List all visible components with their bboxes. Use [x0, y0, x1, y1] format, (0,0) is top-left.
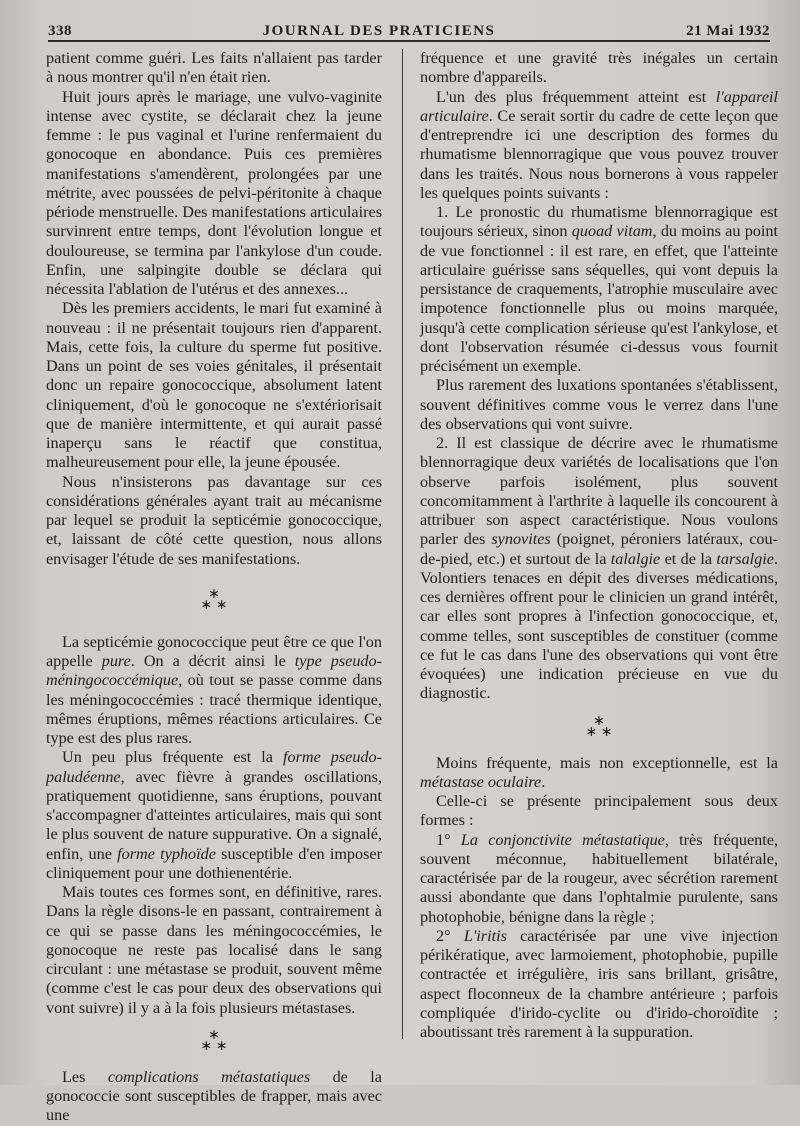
italic-term: pure	[101, 652, 131, 670]
paragraph	[420, 203, 778, 376]
text-run: 1. Le pronostic du rhumatisme blennorragique est toujours sérieux, sinon	[420, 203, 778, 241]
paragraph	[46, 88, 382, 300]
text-run: Mais toutes ces formes sont, en définitive, rares. Dans la règle disons-le en passant, contrairement à ce qui se passe dans les méningococcémies, le gonocoque ne reste pas localisé dans le sang circulant : une métastase se produit, souvent même (comme c'est le cas pour deux des observations qui vont suivre) il y a à la fois plusieurs métastases.	[46, 883, 382, 1017]
text-run: et de la	[660, 549, 717, 568]
text-run: susceptible d'en imposer cliniquement pour une dothienentérie.	[46, 844, 382, 882]
paragraph	[420, 927, 778, 1043]
paragraph	[420, 434, 778, 704]
section-asterism: ∗ ∗ ∗	[200, 1027, 228, 1054]
paragraph	[420, 831, 778, 927]
paragraph	[46, 49, 382, 88]
text-run: 2. Il est classique de décrire avec le rhumatisme blennorragique deux variétés de localisations que l'on observe parfois isolément, plus souvent concomitamment à l'arthrite à laquelle ils concourent à attribuer son aspect caractéristique. Nous voulons parler des	[420, 434, 778, 549]
text-run: La septicémie gonococcique peut être ce que l'on appelle	[46, 632, 382, 670]
paragraph	[420, 792, 778, 831]
paragraph	[420, 49, 778, 88]
left-text-column	[46, 49, 383, 1125]
running-header	[48, 14, 770, 42]
paragraph	[46, 633, 382, 749]
text-run: Dès les premiers accidents, le mari fut examiné à nouveau : il ne présentait toujours rien d'apparent. Mais, cette fois, la culture du sperme fut positive. Dans un point de ses voies génitales, il présentait donc un repaire gonococcique, absolument latent cliniquement, d'où le gonocoque ne s'extériorisait que de manière intermittente, et qui aurait passé inaperçu sans le réactif que constitua, malheureusement pour elle, la jeune épousée.	[46, 299, 382, 472]
page-number: 338	[48, 23, 72, 39]
paragraph	[420, 88, 778, 204]
italic-term: type pseudo-méningococcémique	[46, 652, 382, 690]
journal-title: JOURNAL DES PRATICIENS	[262, 23, 496, 39]
text-run: . On a décrit ainsi le	[130, 652, 295, 670]
text-run: patient comme guéri. Les faits n'allaient pas tarder à nous montrer qu'il n'en était rien.	[46, 49, 382, 87]
text-run: .	[541, 772, 546, 791]
text-run: 1°	[436, 830, 461, 849]
italic-term: tarsalgie	[716, 549, 774, 568]
paragraph	[46, 748, 382, 883]
text-run: Plus rarement des luxations spontanées s'établissent, souvent définitives comme vous le verrez dans l'une des observations qui vont suivre.	[420, 376, 778, 433]
text-run: Celle-ci se présente principalement sous deux formes :	[420, 792, 778, 830]
paragraph	[420, 754, 778, 793]
paragraph	[46, 883, 382, 1018]
italic-term: quoad vitam	[571, 222, 653, 241]
text-run: Huit jours après le mariage, une vulvo-vaginite intense avec cystite, se déclarait chez la jeune femme : le pus vaginal et l'urine renfermaient du gonocoque en abondance. Puis ces premières manifestations s'amendèrent, prolongées par une métrite, avec poussées de pelvi-péritonite à chaque période menstruelle. Des manifestations articulaires survinrent entre temps, dont l'évolution longue et douloureuse, se termina par l'ankylose d'un coude. Enfin, une salpingite double se déclara qui nécessita l'ablation de l'utérus et des annexes...	[46, 87, 382, 298]
section-asterism: ∗ ∗ ∗	[585, 713, 613, 740]
text-run: fréquence et une gravité très inégales un certain nombre d'appareils.	[420, 49, 778, 87]
italic-term: forme typhoïde	[117, 844, 216, 863]
text-run: Nous n'insisterons pas davantage sur ces considérations générales ayant trait au mécanisme par lequel se produit la septicémie gonococcique, et, laissant de côté cette question, nous allons envisager l'étude de ses manifestations.	[46, 472, 382, 568]
text-run: . Volontiers tenaces en dépit des diverses médications, ces dernières offrent pour le clinicien un grand intérêt, car elles sont propres à l'infection gonococcique, et, comme telles, sont susceptibles de constituer (comme ce fut le cas dans l'une des observations qui vont être évoquées) une indication précieuse en vue du diagnostic.	[420, 549, 778, 703]
text-run: . Ce serait sortir du cadre de cette leçon que d'entreprendre ici une description des formes du rhumatisme blennorragique que vous pouvez trouver dans les traités. Nous nous bornerons à vous rappeler les quelques points suivants :	[420, 106, 778, 202]
text-run: 2°	[436, 926, 464, 945]
italic-term: talalgie	[610, 549, 661, 568]
text-run: Un peu plus fréquente est la	[62, 748, 283, 767]
text-run: , du moins au point de vue fonctionnel : il est rare, en effet, que l'atteinte articulaire guérisse sans séquelles, qui vont depuis la persistance de craquements, l'atrophie musculaire avec impotence fonctionnelle plus ou moins marquée, jusqu'à cette complication sérieuse qu'est l'ankylose, et dont l'observation résumée ci-dessus vous fournit précisément un exemple.	[420, 222, 778, 375]
paragraph	[46, 299, 382, 472]
italic-term: forme pseudo-paludéenne	[46, 748, 383, 786]
paragraph	[46, 473, 382, 569]
text-run: L'un des plus fréquemment atteint est	[436, 87, 716, 106]
text-run: de la gonococcie sont susceptibles de frapper, mais avec une	[46, 1067, 382, 1125]
italic-term: La conjonctivite métastatique	[460, 830, 665, 849]
text-run: , où tout se passe comme dans les méningococcémies : tracé thermique identique, mêmes éruptions, mêmes réactions articulaires. Ce type est des plus rares.	[46, 671, 382, 747]
section-asterism: ∗ ∗ ∗	[200, 586, 228, 613]
text-run: Moins fréquente, mais non exceptionnelle, est la	[436, 753, 778, 772]
italic-term: L'iritis	[463, 926, 507, 945]
text-run: caractérisée par une vive injection périkératique, avec larmoiement, photophobie, pupille contractée et irrégulière, iris sans brillant, grisâtre, aspect floconneux de la chambre antérieure ; parfois compliquée d'irido-cyclite ou d'irido-choroïdite ; aboutissant très rarement à la suppuration.	[420, 926, 778, 1041]
text-run: (poignet, péroniers latéraux, cou-de-pied, etc.) et surtout de la	[420, 530, 778, 568]
italic-term: métastase oculaire	[420, 772, 542, 791]
right-text-column	[420, 49, 778, 1059]
paragraph	[420, 376, 778, 434]
text-run: , très fréquente, souvent méconnue, habituellement bilatérale, caractérisée par de la rougeur, avec sécrétion rarement aussi abondante que dans l'ophtalmie purulente, sans photophobie, bénigne dans la règle ;	[420, 830, 778, 926]
column-divider	[402, 49, 403, 1039]
paragraph	[46, 1068, 382, 1126]
italic-term: l'appareil articulaire	[420, 87, 778, 125]
text-run: Les	[62, 1067, 108, 1086]
issue-date: 21 Mai 1932	[686, 23, 770, 39]
italic-term: complications métastatiques	[107, 1067, 311, 1086]
italic-term: synovites	[491, 530, 551, 549]
text-run: , avec fièvre à grandes oscillations, pratiquement quotidienne, sans éruptions, pouvant s'accompagner d'atteintes articulaires, mais qui sont le plus souvent de nature suppurative. On a signalé, enfin, une	[46, 767, 382, 863]
